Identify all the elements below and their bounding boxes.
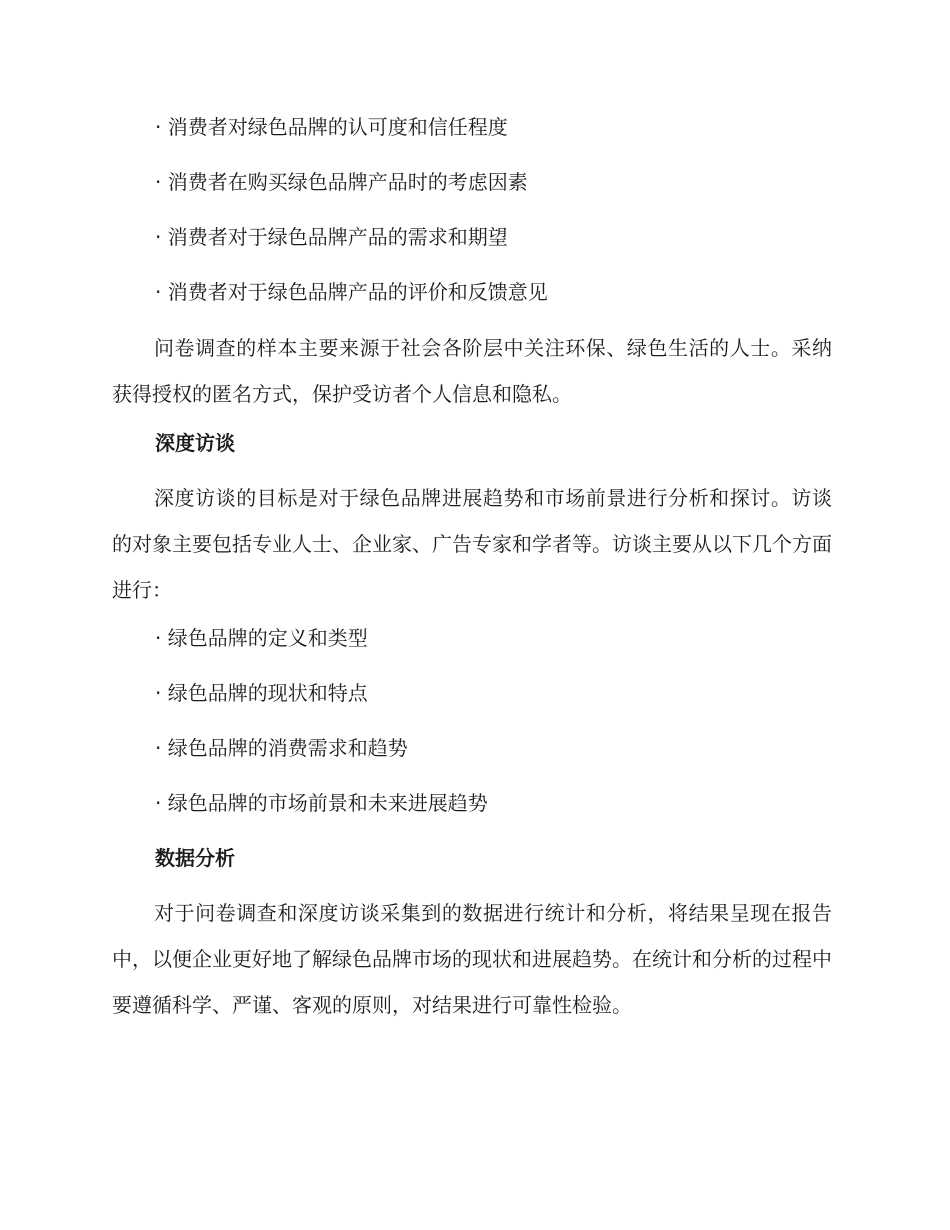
list-item: · 消费者对绿色品牌的认可度和信任程度 bbox=[155, 115, 508, 139]
section-heading-depth-interview: 深度访谈 bbox=[155, 431, 235, 455]
list-item: · 消费者对于绿色品牌产品的需求和期望 bbox=[155, 225, 508, 249]
list-item: · 绿色品牌的现状和特点 bbox=[155, 681, 368, 705]
paragraph-interview-goal: 深度访谈的目标是对于绿色品牌进展趋势和市场前景进行分析和探讨。访谈的对象主要包括专业人士、企业家、广告专家和学者等。访谈主要从以下几个方面进行： bbox=[112, 486, 832, 602]
list-item: · 绿色品牌的定义和类型 bbox=[155, 626, 368, 650]
section-heading-data-analysis: 数据分析 bbox=[155, 846, 235, 870]
list-item: · 绿色品牌的市场前景和未来进展趋势 bbox=[155, 791, 488, 815]
paragraph-sample-source: 问卷调查的样本主要来源于社会各阶层中关注环保、绿色生活的人士。采纳获得授权的匿名方式，保护受访者个人信息和隐私。 bbox=[112, 336, 832, 406]
paragraph-data-analysis: 对于问卷调查和深度访谈采集到的数据进行统计和分析，将结果呈现在报告中，以便企业更好地了解绿色品牌市场的现状和进展趋势。在统计和分析的过程中要遵循科学、严谨、客观的原则，对结果进行可靠性检验。 bbox=[112, 901, 832, 1017]
list-item: · 消费者在购买绿色品牌产品时的考虑因素 bbox=[155, 170, 528, 194]
list-item: · 绿色品牌的消费需求和趋势 bbox=[155, 736, 408, 760]
list-item: · 消费者对于绿色品牌产品的评价和反馈意见 bbox=[155, 280, 548, 304]
